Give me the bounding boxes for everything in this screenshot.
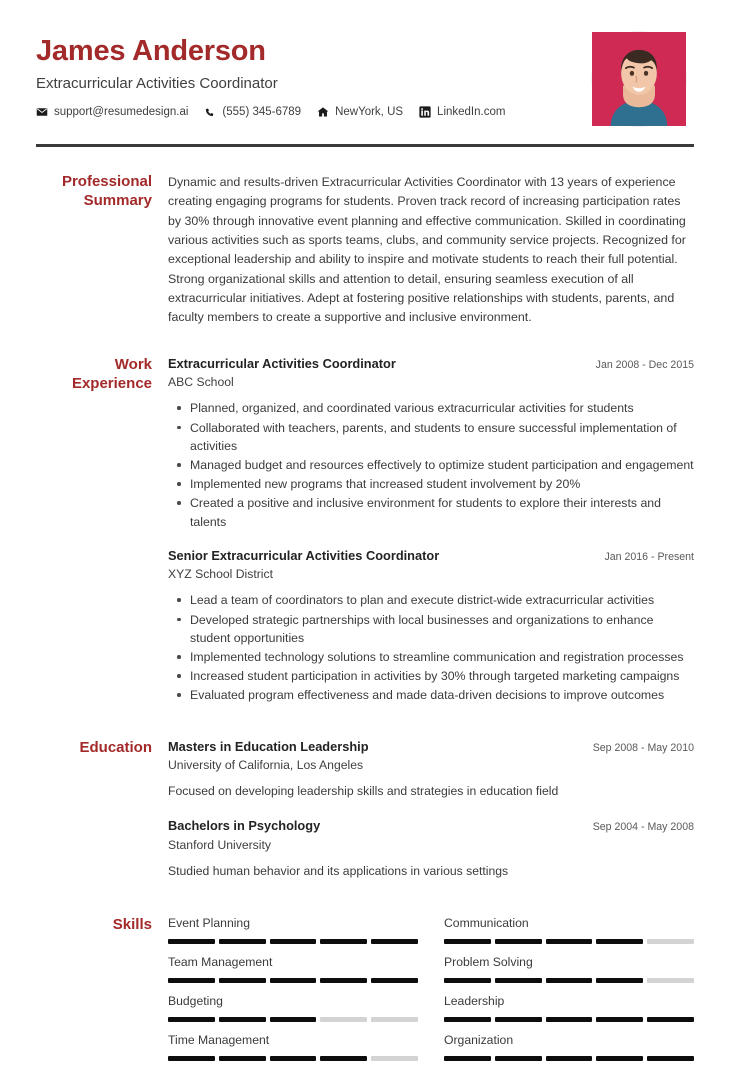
education-body xyxy=(168,739,694,885)
list-item: Planned, organized, and coordinated various extracurricular activities for students xyxy=(168,399,694,417)
skill-level-segment xyxy=(371,1056,418,1061)
contact-email-text: support@resumedesign.ai xyxy=(54,105,189,118)
entry-organization: ABC School xyxy=(168,375,234,390)
skill-level-segment xyxy=(371,1017,418,1022)
skill-level-segment xyxy=(371,939,418,944)
skill-item xyxy=(444,994,694,1033)
entry-header xyxy=(168,818,694,835)
entry-bullets xyxy=(168,399,694,530)
linkedin-icon xyxy=(419,106,431,118)
list-item: Implemented technology solutions to streamline communication and registration processes xyxy=(168,648,694,666)
list-item: Lead a team of coordinators to plan and execute district-wide extracurricular activities xyxy=(168,591,694,609)
contact-phone-text: (555) 345-6789 xyxy=(222,105,302,118)
skill-level-segment xyxy=(495,1017,542,1022)
entry-description: Focused on developing leadership skills and strategies in education field xyxy=(168,784,559,799)
list-item: Created a positive and inclusive environment for students to explore their interests and talents xyxy=(168,494,694,530)
skill-level-segment xyxy=(320,978,367,983)
summary-heading: Professional Summary xyxy=(61,173,152,209)
skill-item xyxy=(168,955,418,994)
education-heading: Education xyxy=(79,738,152,756)
skill-level-segment xyxy=(495,939,542,944)
contact-linkedin-text: LinkedIn.com xyxy=(437,105,506,118)
avatar-photo xyxy=(592,32,686,126)
entry-date: Jan 2016 - Present xyxy=(604,550,694,563)
contact-row xyxy=(36,106,592,118)
skill-level-segment xyxy=(444,939,491,944)
skill-level-segment xyxy=(219,1056,266,1061)
entry-header xyxy=(168,356,694,373)
skill-level-bar xyxy=(444,1056,694,1061)
skill-level-segment xyxy=(168,939,215,944)
skill-name: Problem Solving xyxy=(444,955,533,970)
skill-level-segment xyxy=(596,978,643,983)
skill-level-segment xyxy=(495,1056,542,1061)
skill-level-segment xyxy=(219,939,266,944)
skill-level-bar xyxy=(168,1056,418,1061)
experience-entry xyxy=(168,548,694,705)
job-title: Extracurricular Activities Coordinator xyxy=(36,74,278,92)
skills-heading: Skills xyxy=(112,916,152,934)
summary-body xyxy=(168,173,694,328)
skill-item xyxy=(444,1033,694,1072)
entry-title: Senior Extracurricular Activities Coordinator xyxy=(168,547,440,563)
skill-name: Leadership xyxy=(444,994,505,1009)
phone-icon xyxy=(204,106,216,118)
entry-date: Jan 2008 - Dec 2015 xyxy=(595,358,694,371)
skill-level-segment xyxy=(546,978,593,983)
summary-text: Dynamic and results-driven Extracurricular Activities Coordinator with 13 years of experience creating engaging programs for students. Proven track record of increasing participation rates by 30% through innovative event planning and effective communication. Skilled in coordinating various activities such as sports teams, clubs, and community service projects. Recognized for exceptional leadership and ability to inspire and motivate students to reach their full potential. Strong organizational skills and attention to detail, ensuring seamless execution of all extracurricular initiatives. Adept at fostering positive relationships with students, parents, and faculty members to create a supportive and inclusive environment. xyxy=(168,175,686,325)
skill-name: Team Management xyxy=(168,955,273,970)
avatar xyxy=(592,32,686,126)
entry-bullets xyxy=(168,591,694,704)
skills-section xyxy=(36,916,694,1071)
skill-level-bar xyxy=(444,1017,694,1022)
contact-phone[interactable] xyxy=(204,106,301,118)
skill-name: Budgeting xyxy=(168,994,223,1009)
skill-level-bar xyxy=(168,1017,418,1022)
skill-level-segment xyxy=(444,1017,491,1022)
list-item: Collaborated with teachers, parents, and students to ensure successful implementation of activities xyxy=(168,419,694,455)
list-item: Increased student participation in activities by 30% through targeted marketing campaigns xyxy=(168,667,694,685)
skill-level-segment xyxy=(647,939,694,944)
entry-date: Sep 2004 - May 2008 xyxy=(592,820,694,833)
skill-level-segment xyxy=(596,1017,643,1022)
experience-body xyxy=(168,356,694,709)
entry-title: Bachelors in Psychology xyxy=(168,817,321,833)
skill-level-segment xyxy=(444,1056,491,1061)
skill-name: Time Management xyxy=(168,1032,270,1047)
entry-organization: Stanford University xyxy=(168,837,271,852)
entry-title: Masters in Education Leadership xyxy=(168,738,369,754)
skill-level-segment xyxy=(320,939,367,944)
skill-name: Event Planning xyxy=(168,916,250,931)
header-identity xyxy=(36,30,592,118)
skill-level-bar xyxy=(444,978,694,983)
skill-level-bar xyxy=(168,939,418,944)
skill-level-segment xyxy=(546,1056,593,1061)
full-name: James Anderson xyxy=(36,35,266,67)
skill-level-segment xyxy=(647,1056,694,1061)
entry-title: Extracurricular Activities Coordinator xyxy=(168,355,396,371)
skill-item xyxy=(168,994,418,1033)
skill-level-segment xyxy=(596,939,643,944)
skill-item xyxy=(168,1033,418,1072)
skill-level-segment xyxy=(647,1017,694,1022)
list-item: Developed strategic partnerships with local businesses and organizations to enhance student opportunities xyxy=(168,611,694,647)
entry-description: Studied human behavior and its applications in various settings xyxy=(168,863,509,878)
skill-level-segment xyxy=(444,978,491,983)
skill-name: Organization xyxy=(444,1032,514,1047)
skill-item xyxy=(444,916,694,955)
envelope-icon xyxy=(36,106,48,118)
entry-date: Sep 2008 - May 2010 xyxy=(592,741,694,754)
skill-item xyxy=(444,955,694,994)
skill-level-segment xyxy=(270,978,317,983)
skill-level-segment xyxy=(270,1017,317,1022)
entry-header xyxy=(168,548,694,565)
contact-linkedin[interactable] xyxy=(419,106,505,118)
skill-level-segment xyxy=(546,1017,593,1022)
contact-location-text: NewYork, US xyxy=(335,105,404,118)
skill-level-bar xyxy=(168,978,418,983)
contact-email[interactable] xyxy=(36,106,188,118)
skill-level-segment xyxy=(168,978,215,983)
skills-grid xyxy=(168,916,694,1071)
skill-level-segment xyxy=(546,939,593,944)
experience-entry xyxy=(168,356,694,531)
skill-level-segment xyxy=(320,1017,367,1022)
resume-header xyxy=(36,0,694,126)
skill-level-segment xyxy=(270,939,317,944)
skill-level-segment xyxy=(495,978,542,983)
experience-heading: Work Experience xyxy=(71,355,152,392)
skill-level-segment xyxy=(219,978,266,983)
skill-level-segment xyxy=(168,1056,215,1061)
skill-item xyxy=(168,916,418,955)
skills-body xyxy=(168,916,694,1071)
experience-section xyxy=(36,356,694,709)
entry-organization: University of California, Los Angeles xyxy=(168,758,364,773)
skill-level-segment xyxy=(270,1056,317,1061)
list-item: Managed budget and resources effectively to optimize student participation and engagement xyxy=(168,456,694,474)
list-item: Evaluated program effectiveness and made data-driven decisions to improve outcomes xyxy=(168,686,694,704)
skill-level-bar xyxy=(444,939,694,944)
contact-location xyxy=(317,106,403,118)
skill-name: Communication xyxy=(444,916,529,931)
summary-section xyxy=(36,173,694,328)
entry-organization: XYZ School District xyxy=(168,567,273,582)
skill-level-segment xyxy=(168,1017,215,1022)
list-item: Implemented new programs that increased student involvement by 20% xyxy=(168,475,694,493)
education-entry xyxy=(168,739,694,801)
education-entry xyxy=(168,818,694,880)
skill-level-segment xyxy=(596,1056,643,1061)
entry-header xyxy=(168,739,694,756)
skill-level-segment xyxy=(219,1017,266,1022)
skill-level-segment xyxy=(371,978,418,983)
header-divider xyxy=(36,144,694,147)
education-section xyxy=(36,739,694,885)
skill-level-segment xyxy=(320,1056,367,1061)
skill-level-segment xyxy=(647,978,694,983)
avatar-portrait-illustration xyxy=(592,32,686,126)
home-icon xyxy=(317,106,329,118)
